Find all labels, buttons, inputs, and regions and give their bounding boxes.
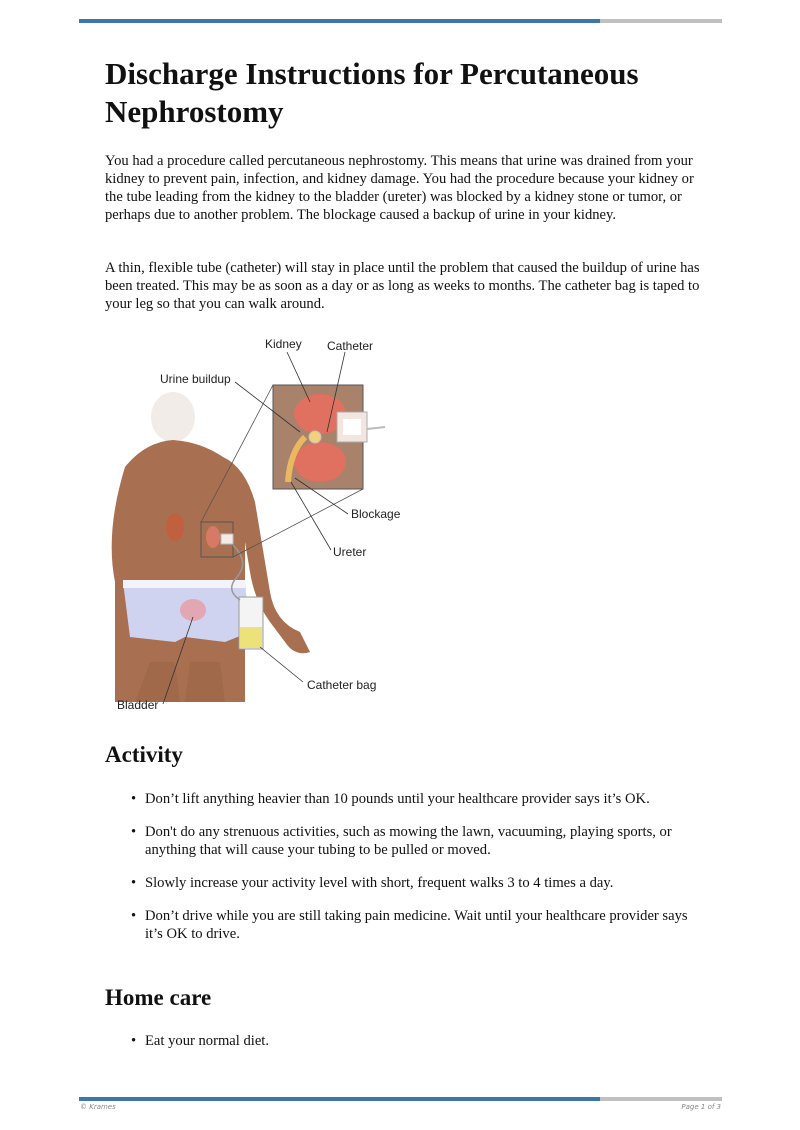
- intro-paragraph-1: You had a procedure called percutaneous nephrostomy. This means that urine was drained from your kidney to prevent pain, infection, and kidney damage. You had the procedure because your kidney or the tube leading from the kidney to the bladder (ureter) was blocked by a kidney stone or tumor, or perhaps due to another problem. The blockage caused a backup of urine in your kidney.: [105, 153, 694, 223]
- nephrostomy-illustration: [105, 332, 405, 717]
- list-item-text: Don't do any strenuous activities, such as mowing the lawn, vacuuming, playing sports, or anything that will cause your tubing to be pulled or moved.: [145, 824, 672, 858]
- label-bladder: Bladder: [117, 698, 159, 712]
- label-urine-buildup: Urine buildup: [160, 372, 231, 386]
- list-item: [105, 790, 705, 808]
- bullet-icon: •: [131, 875, 137, 891]
- list-item: [105, 907, 705, 943]
- bullet-icon: •: [131, 791, 137, 807]
- bottom-progress-bar: [79, 1097, 722, 1101]
- footer-page-number: Page 1 of 3: [681, 1103, 721, 1111]
- list-item-text: Slowly increase your activity level with short, frequent walks 3 to 4 times a day.: [145, 875, 614, 891]
- list-item-text: Eat your normal diet.: [145, 1033, 270, 1049]
- top-progress-bar: [79, 19, 722, 23]
- bullet-icon: •: [131, 1033, 137, 1049]
- section-heading-activity: Activity: [105, 742, 183, 767]
- label-blockage: Blockage: [351, 507, 401, 521]
- bullet-icon: •: [131, 908, 137, 924]
- list-item-text: Don’t drive while you are still taking pain medicine. Wait until your healthcare provider says it’s OK to drive.: [145, 908, 688, 942]
- label-kidney: Kidney: [265, 337, 302, 351]
- list-item: [105, 1032, 705, 1050]
- label-ureter: Ureter: [333, 545, 367, 559]
- label-catheter-bag: Catheter bag: [307, 678, 377, 692]
- activity-list: [105, 790, 705, 958]
- list-item: [105, 823, 705, 859]
- bullet-icon: •: [131, 824, 137, 840]
- section-heading-home-care: Home care: [105, 985, 212, 1010]
- label-catheter: Catheter: [327, 339, 374, 353]
- bottom-progress-fill: [79, 1097, 600, 1101]
- home-care-list: [105, 1032, 705, 1065]
- top-progress-fill: [79, 19, 600, 23]
- intro-paragraph-2: A thin, flexible tube (catheter) will stay in place until the problem that caused the buildup of urine has been treated. This may be as soon as a day or as long as weeks to months. The catheter bag is taped to your leg so that you can walk around.: [105, 260, 700, 312]
- list-item: [105, 874, 705, 892]
- illustration-svg: [105, 332, 405, 717]
- footer-copyright: © Krames: [80, 1103, 116, 1111]
- list-item-text: Don’t lift anything heavier than 10 pounds until your healthcare provider says it’s OK.: [145, 791, 650, 807]
- page-title: Discharge Instructions for Percutaneous Nephrostomy: [105, 56, 639, 129]
